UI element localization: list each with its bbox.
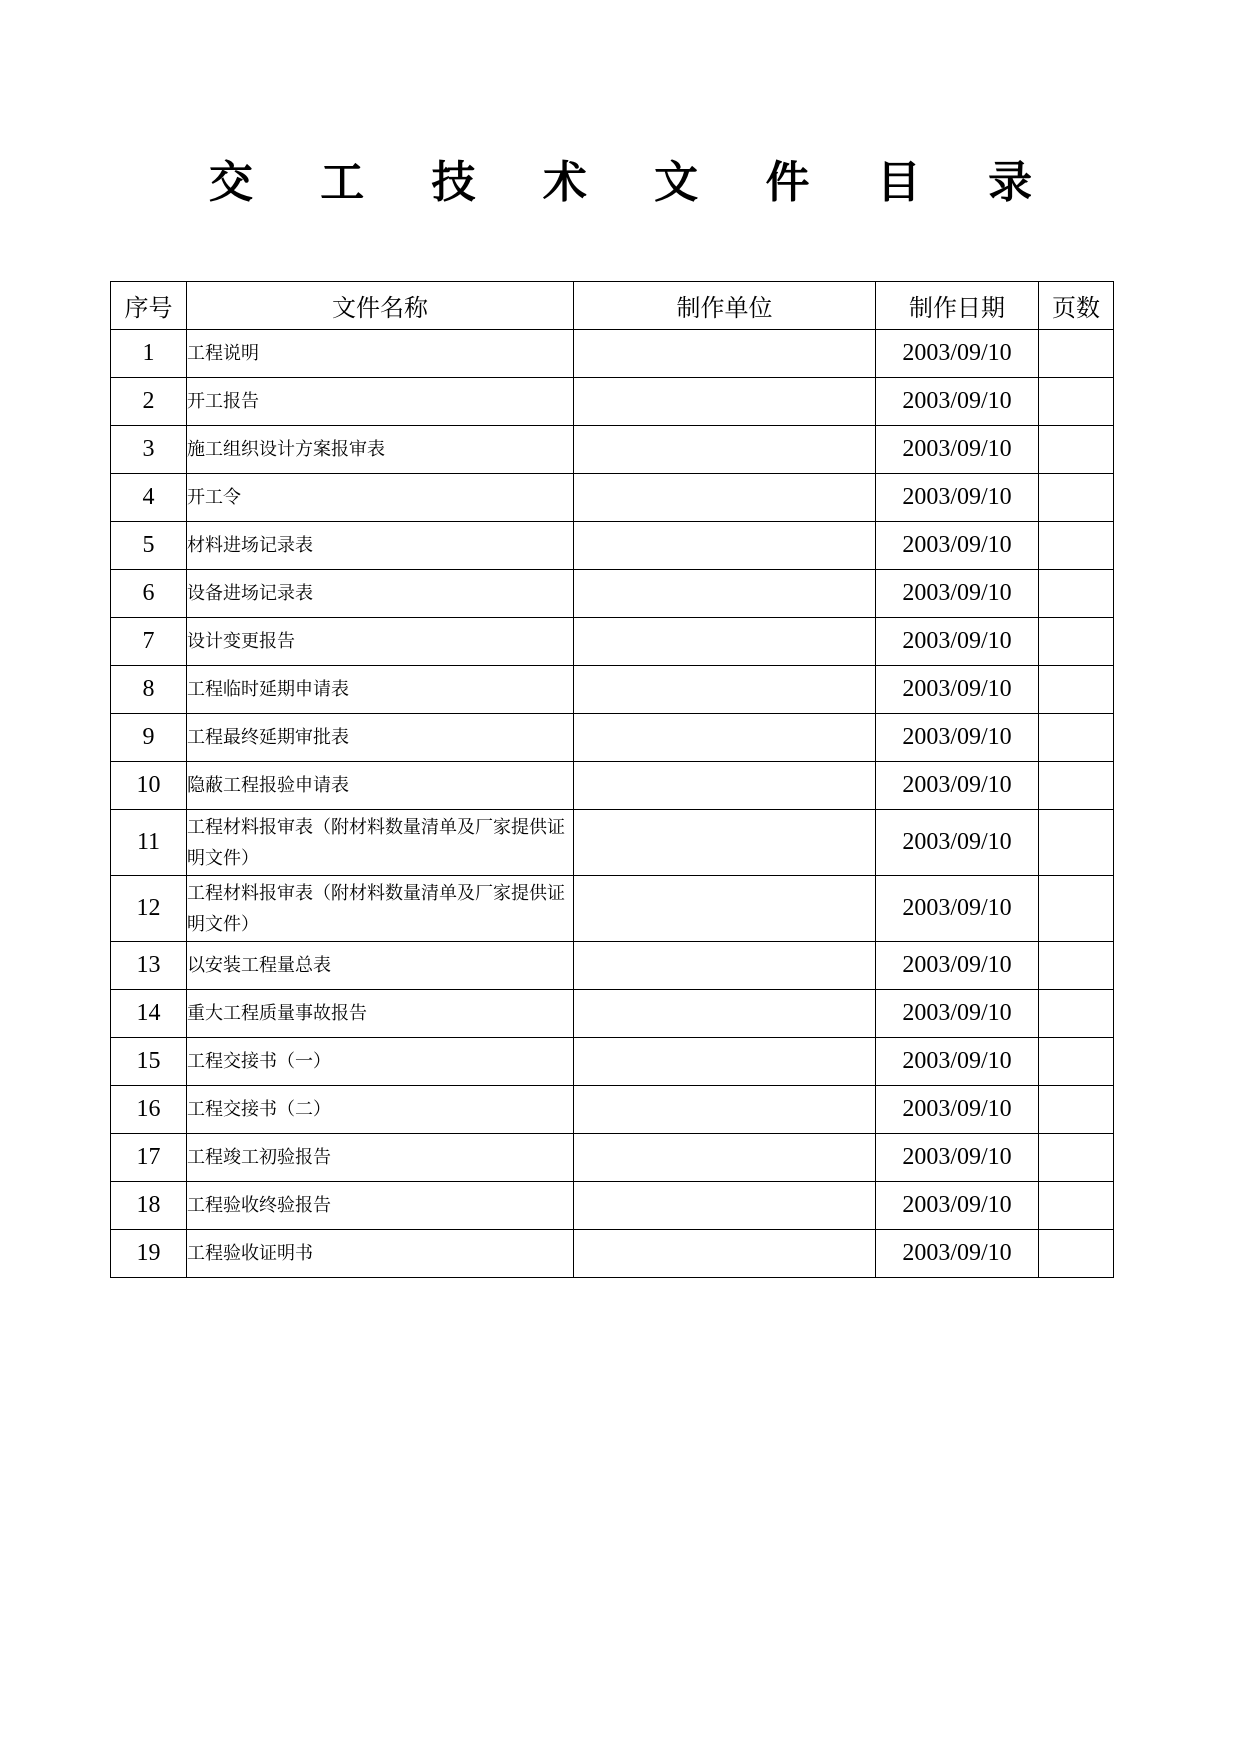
cell-date: 2003/09/10: [876, 474, 1039, 522]
cell-no: 16: [111, 1086, 187, 1134]
cell-no: 2: [111, 378, 187, 426]
table-row: [111, 330, 1114, 378]
cell-no: 18: [111, 1182, 187, 1230]
table-row: [111, 942, 1114, 990]
table-row: [111, 1086, 1114, 1134]
cell-pages: [1039, 474, 1114, 522]
cell-no: 13: [111, 942, 187, 990]
table-row: [111, 522, 1114, 570]
cell-unit: [574, 1182, 876, 1230]
cell-no: 4: [111, 474, 187, 522]
cell-name: 工程说明: [187, 330, 574, 378]
table-header-row: [111, 282, 1114, 330]
cell-no: 3: [111, 426, 187, 474]
cell-no: 10: [111, 762, 187, 810]
cell-no: 6: [111, 570, 187, 618]
table-row: [111, 1038, 1114, 1086]
cell-no: 14: [111, 990, 187, 1038]
cell-unit: [574, 426, 876, 474]
cell-name: 隐蔽工程报验申请表: [187, 762, 574, 810]
table-row: [111, 1134, 1114, 1182]
cell-unit: [574, 618, 876, 666]
cell-pages: [1039, 942, 1114, 990]
cell-pages: [1039, 1230, 1114, 1278]
cell-date: 2003/09/10: [876, 1134, 1039, 1182]
cell-unit: [574, 1134, 876, 1182]
table-row: [111, 1230, 1114, 1278]
cell-date: 2003/09/10: [876, 426, 1039, 474]
cell-name: 工程临时延期申请表: [187, 666, 574, 714]
document-catalog-table: [110, 281, 1114, 1278]
table-row: [111, 876, 1114, 942]
header-pages: 页数: [1039, 282, 1114, 330]
table-row: [111, 990, 1114, 1038]
cell-name: 工程材料报审表（附材料数量清单及厂家提供证明文件）: [187, 876, 574, 942]
cell-name: 工程交接书（一）: [187, 1038, 574, 1086]
cell-no: 12: [111, 876, 187, 942]
table-row: [111, 474, 1114, 522]
cell-name: 工程验收证明书: [187, 1230, 574, 1278]
header-unit: 制作单位: [574, 282, 876, 330]
cell-name: 开工报告: [187, 378, 574, 426]
table-row: [111, 714, 1114, 762]
table-row: [111, 378, 1114, 426]
cell-date: 2003/09/10: [876, 990, 1039, 1038]
cell-unit: [574, 1086, 876, 1134]
cell-unit: [574, 378, 876, 426]
cell-unit: [574, 810, 876, 876]
cell-pages: [1039, 876, 1114, 942]
cell-unit: [574, 762, 876, 810]
table-row: [111, 426, 1114, 474]
cell-unit: [574, 666, 876, 714]
cell-pages: [1039, 1038, 1114, 1086]
cell-date: 2003/09/10: [876, 378, 1039, 426]
cell-date: 2003/09/10: [876, 1038, 1039, 1086]
cell-date: 2003/09/10: [876, 522, 1039, 570]
cell-pages: [1039, 810, 1114, 876]
cell-date: 2003/09/10: [876, 876, 1039, 942]
cell-no: 15: [111, 1038, 187, 1086]
page-title: 交 工 技 术 文 件 目 录: [208, 157, 1059, 208]
cell-pages: [1039, 618, 1114, 666]
cell-unit: [574, 876, 876, 942]
cell-date: 2003/09/10: [876, 570, 1039, 618]
cell-unit: [574, 990, 876, 1038]
cell-pages: [1039, 990, 1114, 1038]
cell-date: 2003/09/10: [876, 1086, 1039, 1134]
cell-name: 以安装工程量总表: [187, 942, 574, 990]
cell-date: 2003/09/10: [876, 810, 1039, 876]
cell-pages: [1039, 378, 1114, 426]
cell-date: 2003/09/10: [876, 666, 1039, 714]
cell-pages: [1039, 666, 1114, 714]
cell-no: 1: [111, 330, 187, 378]
cell-name: 重大工程质量事故报告: [187, 990, 574, 1038]
cell-date: 2003/09/10: [876, 762, 1039, 810]
cell-date: 2003/09/10: [876, 1230, 1039, 1278]
cell-no: 5: [111, 522, 187, 570]
cell-name: 开工令: [187, 474, 574, 522]
cell-name: 工程交接书（二）: [187, 1086, 574, 1134]
cell-name: 工程竣工初验报告: [187, 1134, 574, 1182]
cell-date: 2003/09/10: [876, 618, 1039, 666]
header-date: 制作日期: [876, 282, 1039, 330]
cell-pages: [1039, 1086, 1114, 1134]
cell-pages: [1039, 762, 1114, 810]
cell-name: 设备进场记录表: [187, 570, 574, 618]
cell-unit: [574, 1038, 876, 1086]
header-name: 文件名称: [187, 282, 574, 330]
cell-name: 设计变更报告: [187, 618, 574, 666]
cell-no: 17: [111, 1134, 187, 1182]
cell-unit: [574, 570, 876, 618]
table-row: [111, 618, 1114, 666]
cell-date: 2003/09/10: [876, 714, 1039, 762]
cell-pages: [1039, 1134, 1114, 1182]
table-row: [111, 762, 1114, 810]
cell-name: 工程最终延期审批表: [187, 714, 574, 762]
cell-unit: [574, 522, 876, 570]
cell-pages: [1039, 426, 1114, 474]
cell-no: 11: [111, 810, 187, 876]
cell-unit: [574, 714, 876, 762]
cell-name: 工程验收终验报告: [187, 1182, 574, 1230]
table-row: [111, 570, 1114, 618]
cell-pages: [1039, 1182, 1114, 1230]
cell-unit: [574, 474, 876, 522]
table-row: [111, 810, 1114, 876]
cell-unit: [574, 330, 876, 378]
cell-pages: [1039, 570, 1114, 618]
cell-no: 9: [111, 714, 187, 762]
header-no: 序号: [111, 282, 187, 330]
cell-date: 2003/09/10: [876, 1182, 1039, 1230]
cell-no: 19: [111, 1230, 187, 1278]
cell-name: 材料进场记录表: [187, 522, 574, 570]
cell-pages: [1039, 714, 1114, 762]
cell-name: 工程材料报审表（附材料数量清单及厂家提供证明文件）: [187, 810, 574, 876]
cell-pages: [1039, 522, 1114, 570]
table-row: [111, 1182, 1114, 1230]
cell-no: 8: [111, 666, 187, 714]
cell-date: 2003/09/10: [876, 942, 1039, 990]
table-row: [111, 666, 1114, 714]
cell-pages: [1039, 330, 1114, 378]
cell-name: 施工组织设计方案报审表: [187, 426, 574, 474]
cell-unit: [574, 942, 876, 990]
cell-unit: [574, 1230, 876, 1278]
cell-no: 7: [111, 618, 187, 666]
cell-date: 2003/09/10: [876, 330, 1039, 378]
